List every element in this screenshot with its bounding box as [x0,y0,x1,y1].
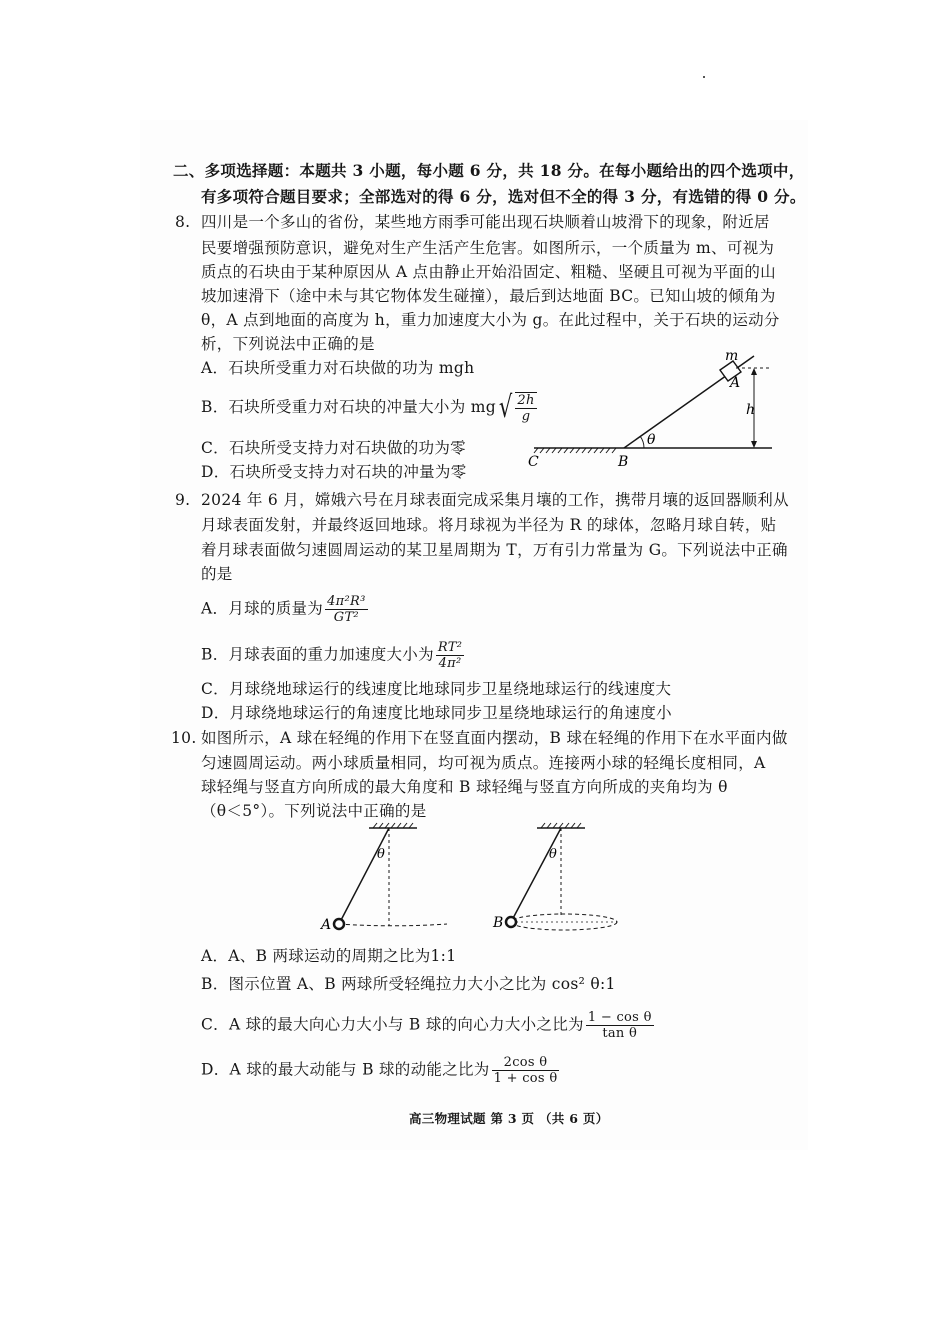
q9-option-a-den: GT² [333,610,359,625]
q10-option-c-text: C．A 球的最大向心力大小与 B 球的向心力大小之比为 [201,1015,584,1034]
q10-label-a: A [321,917,332,933]
q8-label-c: C [528,454,539,470]
q10-option-d [201,1055,559,1086]
q8-label-m: m [725,348,739,364]
q10-option-a: A．A、B 两球运动的周期之比为1:1 [201,947,457,965]
q8-label-b: B [618,454,629,470]
q9-option-a-text: A．月球的质量为 [201,599,324,618]
q8-line-6: 析，下列说法中正确的是 [201,335,375,353]
q9-option-d: D．月球绕地球运行的角速度比地球同步卫星绕地球运行的角速度小 [201,704,672,722]
q10-a-rope [339,828,389,924]
q8-slope-figure [520,342,780,472]
q10-option-c [201,1010,654,1041]
q8-option-a: A．石块所受重力对石块做的功为 mgh [201,359,475,377]
q10-ball-b [506,917,516,927]
q8-line-5: θ，A 点到地面的高度为 h，重力加速度大小为 g。在此过程中，关于石块的运动分 [201,311,780,329]
q10-number: 10. [171,729,197,747]
q8-line-1: 四川是一个多山的省份，某些地方雨季可能出现石块顺着山坡滑下的现象，附近居 [201,213,770,231]
q8-line-3: 质点的石块由于某种原因从 A 点由静止开始沿固定、粗糙、坚硬且可视为平面的山 [201,263,776,281]
q10-option-d-text: D．A 球的最大动能与 B 球的动能之比为 [201,1060,490,1079]
q10-option-b: B．图示位置 A、B 两球所受轻绳拉力大小之比为 cos² θ:1 [201,975,616,993]
q8-number: 8. [175,213,191,231]
q10-label-b: B [493,915,504,931]
q8-label-a: A [730,375,741,391]
q10-a-theta: θ [377,847,385,862]
q10-ball-a [334,919,344,929]
q9-option-b [201,640,464,671]
q10-option-d-den: 1 + cos θ [493,1071,558,1086]
q10-line-1: 如图所示，A 球在轻绳的作用下在竖直面内摆动，B 球在轻绳的作用下在水平面内做 [201,729,788,747]
q10-pendulum-b [492,823,617,931]
q8-label-theta: θ [647,432,656,448]
section-title-line-1: 二、多项选择题：本题共 3 小题，每小题 6 分，共 18 分。在每小题给出的四个选项中， [173,161,805,180]
q10-option-c-den: tan θ [602,1026,638,1041]
q9-option-a-num: 4π²R³ [327,594,366,609]
q8-option-d: D．石块所受支持力对石块的冲量为零 [201,463,467,481]
q10-line-3: 球轻绳与竖直方向所成的最大角度和 B 球轻绳与竖直方向所成的夹角均为 θ [201,778,728,796]
q8-option-b [201,392,537,424]
q10-line-2: 匀速圆周运动。两小球质量相同，均可视为质点。连接两小球的轻绳长度相同，A [201,754,766,772]
q8-angle-arc [640,436,644,448]
q9-line-2: 月球表面发射，并最终返回地球。将月球视为半径为 R 的球体，忽略月球自转，贴 [201,516,777,534]
q8-option-b-text: B．石块所受重力对石块的冲量大小为 mg [201,398,496,416]
q9-option-c: C．月球绕地球运行的线速度比地球同步卫星绕地球运行的线速度大 [201,680,672,698]
q9-option-a [201,594,368,625]
q9-line-1: 2024 年 6 月，嫦娥六号在月球表面完成采集月壤的工作，携带月壤的返回器顺利从 [201,491,789,509]
q9-line-3: 着月球表面做匀速圆周运动的某卫星周期为 T，万有引力常量为 G。下列说法中正确 [201,541,788,559]
q10-option-d-num: 2cos θ [492,1055,560,1071]
scan-speck [703,76,705,78]
q8-label-h: h [746,402,756,418]
page-footer: 高三物理试题 第 3 页 （共 6 页） [409,1111,609,1126]
q10-line-4: （θ＜5°）。下列说法中正确的是 [201,802,427,820]
q9-number: 9. [175,491,191,509]
q8-height-arrow-head-down [751,441,757,448]
q8-height-arrow-head-up [751,368,757,375]
q10-b-rope [511,828,561,922]
q10-a-arc [339,924,447,926]
q10-option-c-num: 1 − cos θ [587,1010,652,1025]
q10-pendulum-a [319,823,447,933]
q9-line-4: 的是 [201,565,233,583]
q10-b-theta: θ [549,847,557,862]
q8-line-2: 民要增强预防意识，避免对生产生活产生危害。如图所示，一个质量为 m、可视为 [201,239,775,257]
section-title-line-2: 有多项符合题目要求；全部选对的得 6 分，选对但不全的得 3 分，有选错的得 0 分。 [201,187,806,206]
q8-line-4: 坡加速滑下（途中未与其它物体发生碰撞），最后到达地面 BC。已知山坡的倾角为 [201,287,776,305]
q10-pendulum-figure [315,820,635,940]
q8-option-b-den: g [521,409,531,424]
q9-option-b-num: RT² [437,640,463,655]
q8-option-b-sqrt: √ $\frac{2h}{g}$ [498,390,535,425]
q8-option-b-num: 2h [517,393,535,408]
q9-option-b-text: B．月球表面的重力加速度大小为 [201,645,434,664]
q8-option-c: C．石块所受支持力对石块做的功为零 [201,439,466,457]
q9-option-b-den: 4π² [438,656,462,671]
